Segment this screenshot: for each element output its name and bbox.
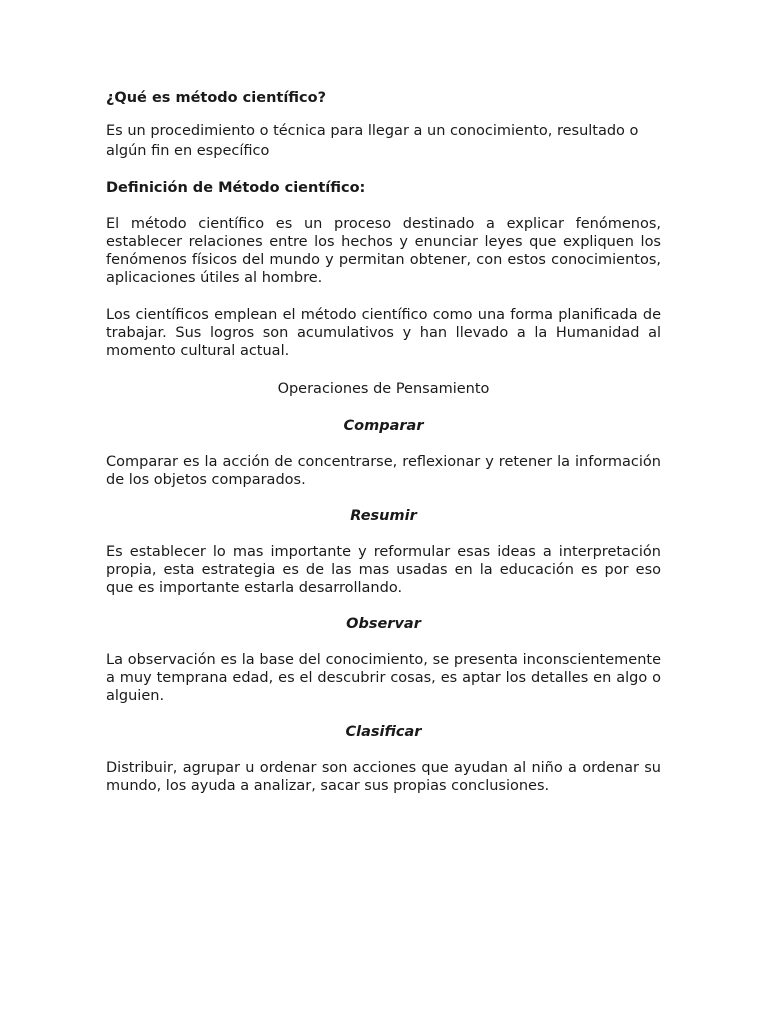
operations-heading: Operaciones de Pensamiento <box>277 381 490 397</box>
section-text-comparar: Comparar es la acción de concentrarse, reflexionar y retener la información de los objetos comparados. <box>106 454 661 488</box>
section-title-resumir: Resumir <box>350 508 417 524</box>
section-text-resumir: Es establecer lo mas importante y reformular esas ideas a interpretación propia, esta estrategia es de las mas usadas en la educación es por eso que es importante estarla desarrollando. <box>106 544 661 596</box>
definition-heading: Definición de Método científico: <box>106 180 366 196</box>
section-title-comparar: Comparar <box>343 418 424 434</box>
document-content <box>106 88 661 795</box>
question-answer: Es un procedimiento o técnica para llegar a un conocimiento, resultado o algún fin en específico <box>106 123 639 159</box>
question-heading: ¿Qué es método científico? <box>106 90 327 106</box>
section-text-clasificar: Distribuir, agrupar u ordenar son acciones que ayudan al niño a ordenar su mundo, los ayuda a analizar, sacar sus propias conclusiones. <box>106 760 661 794</box>
definition-paragraph-2: Los científicos emplean el método científico como una forma planificada de trabajar. Sus logros son acumulativos y han llevado a la Humanidad al momento cultural actual. <box>106 307 661 359</box>
definition-paragraph-1: El método científico es un proceso destinado a explicar fenómenos, establecer relaciones entre los hechos y enunciar leyes que expliquen los fenómenos físicos del mundo y permitan obtener, con estos conocimientos, aplicaciones útiles al hombre. <box>106 216 661 286</box>
section-title-observar: Observar <box>346 616 421 632</box>
section-title-clasificar: Clasificar <box>345 724 422 740</box>
section-text-observar: La observación es la base del conocimiento, se presenta inconscientemente a muy temprana edad, es el descubrir cosas, es aptar los detalles en algo o alguien. <box>106 652 661 704</box>
